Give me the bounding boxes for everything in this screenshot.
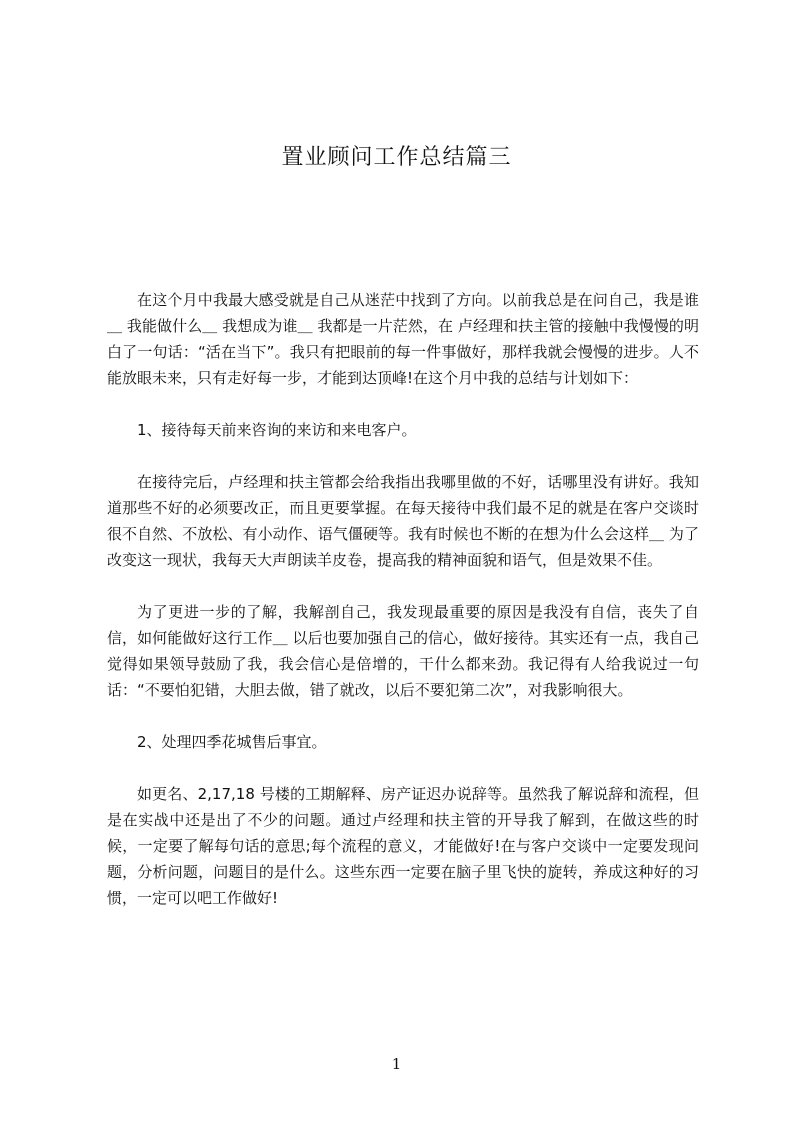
- paragraph-confidence: 为了更进一步的了解，我解剖自己，我发现最重要的原因是我没有自信，丧失了自信，如何能做好这行工作＿ 以后也要加强自己的信心，做好接待。其实还有一点，我自己觉得如果领导鼓励了我，我会信心是倍增的，干什么都来劲。我记得有人给我说过一句话：“不要怕犯错，大胆去做，错了就改，以后不要犯第二次”，对我影响很大。: [107, 603, 699, 699]
- document-body: [107, 287, 699, 937]
- paragraph-after-sales: 如更名、2,17,18 号楼的工期解释、房产证迟办说辞等。虽然我了解说辞和流程，但是在实战中还是出了不少的问题。通过卢经理和扶主管的开导我了解到，在做这些的时候，一定要了解每句话的意思;每个流程的意义，才能做好!在与客户交谈中一定要发现问题，分析问题，问题目的是什么。这些东西一定要在脑子里飞快的旋转，养成这种好的习惯，一定可以吧工作做好!: [107, 785, 699, 907]
- section-heading-2: 2、处理四季花城售后事宜。: [137, 733, 327, 751]
- paragraph-reception: 在接待完后，卢经理和扶主管都会给我指出我哪里做的不好，话哪里没有讲好。我知道那些不好的必须要改正，而且更要掌握。在每天接待中我们最不足的就是在客户交谈时很不自然、不放松、有小动作、语气僵硬等。我有时候也不断的在想为什么会这样＿ 为了改变这一现状，我每天大声朗读羊皮卷，提高我的精神面貌和语气，但是效果不佳。: [107, 473, 699, 569]
- page-number: 1: [391, 1055, 402, 1073]
- paragraph-intro: 在这个月中我最大感受就是自己从迷茫中找到了方向。以前我总是在问自己，我是谁＿ 我能做什么＿ 我想成为谁＿ 我都是一片茫然，在 卢经理和扶主管的接触中我慢慢的明白了一句话：“活在当下”。我只有把眼前的每一件事做好，那样我就会慢慢的进步。人不能放眼未来，只有走好每一步，才能到达顶峰!在这个月中我的总结与计划如下：: [107, 291, 699, 387]
- section-heading-1: 1、接待每天前来咨询的来访和来电客户。: [137, 421, 417, 439]
- document-title: 置业顾问工作总结篇三: [281, 145, 512, 170]
